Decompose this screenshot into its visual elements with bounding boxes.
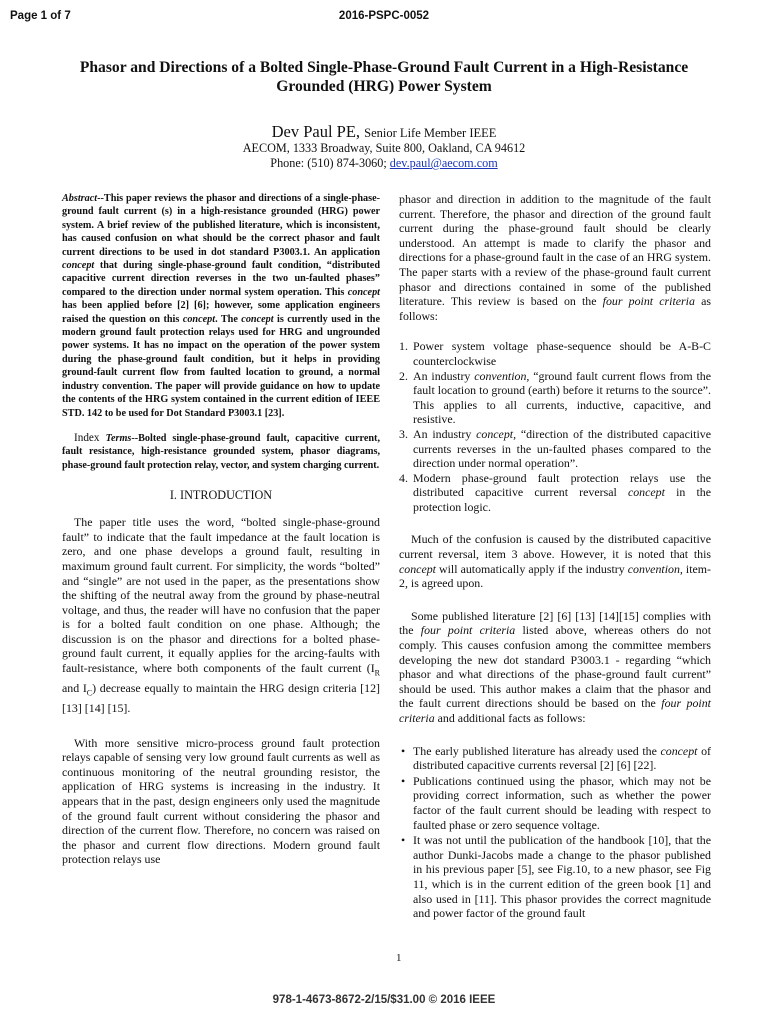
paragraph-emphasis: four point criteria [420,623,516,638]
intro-paragraph-5 [399,609,711,726]
author-line [0,122,768,142]
abstract-text: --This paper reviews the phasor and directions of a single-phase-ground fault current (s) in a high-resistance grounded (HRG) power system. A brief review of the published literature, which is inconsistent, has caused confusion on what should be the correct phasor and fault current directions to be used in dot standard P3003.1. An application [62,193,380,258]
intro-paragraph-3 [399,192,711,323]
index-terms-text: --Bolted single-phase-ground fault, capacitive current, fault resistance, high-resistance grounded system, phasor diagrams, phase-ground fault protection relay, vector, and system charging current. [62,432,380,471]
bullet-icon: • [401,833,406,848]
list-text: An industry [413,426,477,441]
paragraph-text: will automatically apply if the industry [435,561,628,576]
criteria-list [399,339,711,514]
bullet-icon: • [401,773,406,788]
email-link[interactable]: dev.paul@aecom.com [389,156,498,170]
list-text: Power system voltage phase-sequence should be A-B-C counterclockwise [413,339,711,368]
contact-line [0,156,768,171]
copyright-footer: 978-1-4673-8672-2/15/$31.00 © 2016 IEEE [272,994,496,1006]
paragraph-text: ) decrease equally to maintain the HRG design criteria [12] [13] [14] [15]. [62,681,380,715]
author-affiliation [0,141,768,171]
list-text: It was not until the publication of the handbook [10], that the author Dunki-Jacobs made a change to the phasor published in his previous paper [5], see Fig.10, to a new phasor, see Fig 11, which is in the current edition of the green book [1] and also used in [11]. This phasor provides the correct magnitude and power factor of the ground fault [413,833,711,921]
affiliation-address: AECOM, 1333 Broadway, Suite 800, Oakland, CA 94612 [242,141,526,155]
list-text: “ground fault current flows from the fault location to ground (earth) before it returns to the source”. This applies to all currents, inductive, capacitive, and resistive. [413,368,711,427]
list-text: “direction of the distributed capacitive currents reverses in the un-faulted phases compared to the direction under normal operation”. [413,426,711,471]
abstract-emphasis: concept [347,286,380,298]
paragraph-emphasis: four point criteria [602,294,695,309]
list-text: Modern phase-ground fault protection relays use the distributed capacitive current reversal [413,470,711,500]
list-item [399,744,711,773]
subscript-r: R [374,668,380,678]
abstract-text: . The [215,313,242,325]
abstract-emphasis: concept [62,260,95,272]
list-text: An industry [413,368,475,383]
paragraph-text: phasor and direction in addition to the magnitude of the fault current. Therefore, the phasor and direction of the ground fault current during the phase-ground fault should be clearly understood. An attempt is made to clarify the phasor and directions for a phase-ground fault in the case of an HRG system. The paper starts with a review of the phase-ground fault current phasor and directions contained in some of the published literature. This review is based on the [399,192,711,309]
abstract-label: Abstract [62,193,98,204]
abstract-emphasis: concept [182,313,216,325]
list-item [399,369,711,427]
left-column [62,192,380,879]
paragraph-text: The paper title uses the word, “bolted single-phase-ground fault” to indicate that the fault impedance at the fault location is zero, and one phase develops a ground fault, resulting in maximum ground fault current. For simplicity, the words “bolted” and “single” are not used in the paper, as the presentations show the shifting of the neutral away from the ground by phase-neutral voltage, and thus, the reader will have no confusion that the paper is for a bolted fault condition on one phase. Although; the discussion is on the phasor and directions for a bolted phase-ground fault current, it equally applies for the arcing-faults with fault-resistance, where both components of the fault current (I [62,515,380,676]
list-emphasis: concept [660,743,698,758]
section-heading-introduction: I. INTRODUCTION [169,488,273,503]
paragraph-emphasis: convention, [627,561,683,576]
index-terms-label: Terms [105,432,132,444]
page-number: 1 [396,952,402,964]
paragraph-emphasis: concept [399,561,436,576]
list-text: Publications continued using the phasor, which may not be providing correct information, such as whether the power factor of the fault current should be leading with respect to faulted phase or zero sequence voltage. [413,773,711,832]
list-item [399,339,711,368]
facts-bullet-list [399,744,711,921]
abstract-text: has been applied before [2] [6]; however, some application engineers raised the question on this [62,300,380,325]
paragraph-text: Some published literature [2] [6] [13] [14][15] complies with the [399,608,711,638]
abstract [62,192,380,420]
paragraph-text: as follows: [399,294,711,323]
list-item [399,471,711,515]
list-text: in the protection logic. [413,485,711,514]
list-emphasis: convention, [474,368,530,383]
author-role: Senior Life Member IEEE [364,126,497,140]
paragraph-text: and additional facts as follows: [434,711,586,725]
index-terms [62,432,380,472]
bullet-icon: • [401,743,406,758]
list-emphasis: concept [627,485,665,500]
intro-paragraph-1 [62,515,380,715]
list-text: of distributed capacitive currents reversal [2] [6] [22]. [413,743,711,773]
list-number: 3. [399,426,408,441]
page-count-label: Page 1 of 7 [10,10,71,22]
paper-title: Phasor and Directions of a Bolted Single-Phase-Ground Fault Current in a High-Resistance Grounded (HRG) Power System [79,59,689,95]
index-terms-prefix: Index [74,431,106,444]
subscript-c: C [86,688,93,698]
list-number: 4. [399,470,408,485]
author-name: Dev Paul PE, [271,122,361,141]
intro-paragraph-2: With more sensitive micro-process ground fault protection relays capable of sensing very low ground fault currents as well as continuous monitoring of the neutral grounding resistor, the application of HRG systems is increasing in the industry. It appears that in the past, design engineers only used the magnitude of the ground fault current without considering the phasor and direction of the current flow. Therefore, no concern was raised on the phasor and current flow directions. Modern ground fault protection relays use [62,735,380,867]
list-item [399,774,711,832]
list-emphasis: concept, [476,426,517,441]
paragraph-text: item-2, is agreed upon. [399,561,711,591]
phone-text: Phone: (510) 874-3060; [270,156,387,170]
paragraph-text: Much of the confusion is caused by the distributed capacitive current reversal, item 3 above. However, it is noted that this [399,532,711,562]
abstract-text: is currently used in the modern ground fault protection relays used for HRG and ungrounded power systems. It has no impact on the operation of the power system during the phase-ground fault condition, but it helps in providing ground-fault current flow from faulted location to ground, a normal industry convention. The paper will provide guidance on how to update the contents of the HRG system contained in the current edition of IEEE STD. 142 to be used for Dot Standard P3003.1 [23]. [62,313,380,419]
list-number: 2. [399,368,408,383]
right-column [399,192,711,922]
paragraph-text: and I [62,681,87,696]
list-item [399,427,711,471]
paragraph-text: listed above, whereas others do not comply. This causes confusion among the committee members developing the new dot standard P3003.1 - regarding “which phasor and what directions of the phase-ground fault current” should be used. This author makes a claim that the phasor and the fault current directions should be based on the [399,623,712,711]
document-id: 2016-PSPC-0052 [338,10,430,22]
abstract-emphasis: concept [241,313,274,325]
list-item [399,833,711,921]
paragraph-emphasis: four point criteria [399,696,711,725]
list-number: 1. [399,339,408,354]
abstract-text: that during single-phase-ground fault condition, “distributed capacitive current direction reverses in the two un-faulted phases” compared to the direction under normal system operation. This [62,260,380,298]
intro-paragraph-4 [399,532,711,590]
list-text: The early published literature has already used the [413,743,661,758]
